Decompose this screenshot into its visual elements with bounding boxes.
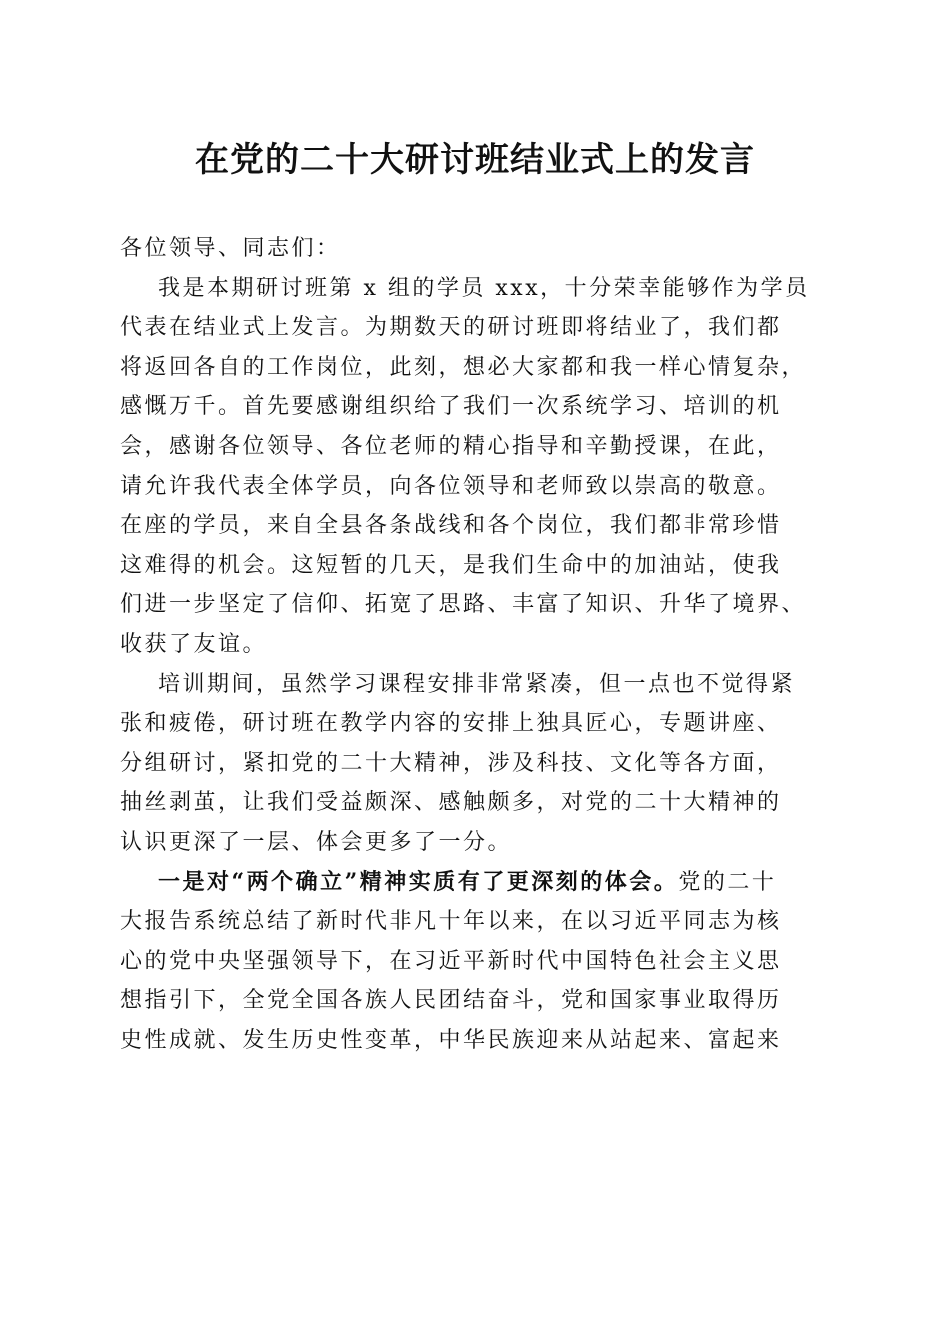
paragraph-line: 认识更深了一层、体会更多了一分。 <box>120 829 513 855</box>
paragraph-line: 在座的学员，来自全县各条战线和各个岗位，我们都非常珍惜 <box>120 513 782 539</box>
paragraph-line: 心的党中央坚强领导下，在习近平新时代中国特色社会主义思 <box>120 948 782 974</box>
paragraph-line: 将返回各自的工作岗位，此刻，想必大家都和我一样心情复杂， <box>120 354 807 380</box>
paragraph-line: 大报告系统总结了新时代非凡十年以来，在以习近平同志为核 <box>120 909 782 935</box>
paragraph-line: 分组研讨，紧扣党的二十大精神，涉及科技、文化等各方面， <box>120 750 782 776</box>
paragraph-3 <box>120 863 832 1061</box>
paragraph-line: 抽丝剥茧，让我们受益颇深、感触颇多，对党的二十大精神的 <box>120 790 782 816</box>
paragraph-line: 收获了友谊。 <box>120 631 268 657</box>
paragraph-1 <box>120 269 832 665</box>
paragraph-line: 这难得的机会。这短暂的几天，是我们生命中的加油站，使我 <box>120 552 782 578</box>
paragraph-lead-sentence: 一是对“两个确立”精神实质有了更深刻的体会。 <box>158 868 679 895</box>
paragraph-line: 感慨万千。首先要感谢组织给了我们一次系统学习、培训的机 <box>120 394 782 420</box>
paragraph-line: 史性成就、发生历史性变革，中华民族迎来从站起来、富起来 <box>120 1027 782 1053</box>
paragraph-2 <box>120 665 832 863</box>
paragraph-line: 培训期间，虽然学习课程安排非常紧凑，但一点也不觉得紧 <box>158 671 796 697</box>
paragraph-line: 我是本期研讨班第 x 组的学员 xxx，十分荣幸能够作为学员 <box>158 275 810 301</box>
paragraph-line <box>120 863 832 903</box>
document-body <box>120 229 832 1060</box>
document-title: 在党的二十大研讨班结业式上的发言 <box>195 140 755 180</box>
paragraph-line: 会，感谢各位领导、各位老师的精心指导和辛勤授课，在此， <box>120 433 782 459</box>
salutation: 各位领导、同志们： <box>120 236 341 261</box>
paragraph-line: 们进一步坚定了信仰、拓宽了思路、丰富了知识、升华了境界、 <box>120 592 807 618</box>
paragraph-line-text: 党的二十 <box>678 869 777 895</box>
paragraph-line: 代表在结业式上发言。为期数天的研讨班即将结业了，我们都 <box>120 315 782 341</box>
paragraph-line: 请允许我代表全体学员，向各位领导和老师致以崇高的敬意。 <box>120 473 782 499</box>
paragraph-line: 张和疲倦，研讨班在教学内容的安排上独具匠心，专题讲座、 <box>120 711 782 737</box>
paragraph-line: 想指引下，全党全国各族人民团结奋斗，党和国家事业取得历 <box>120 988 782 1014</box>
